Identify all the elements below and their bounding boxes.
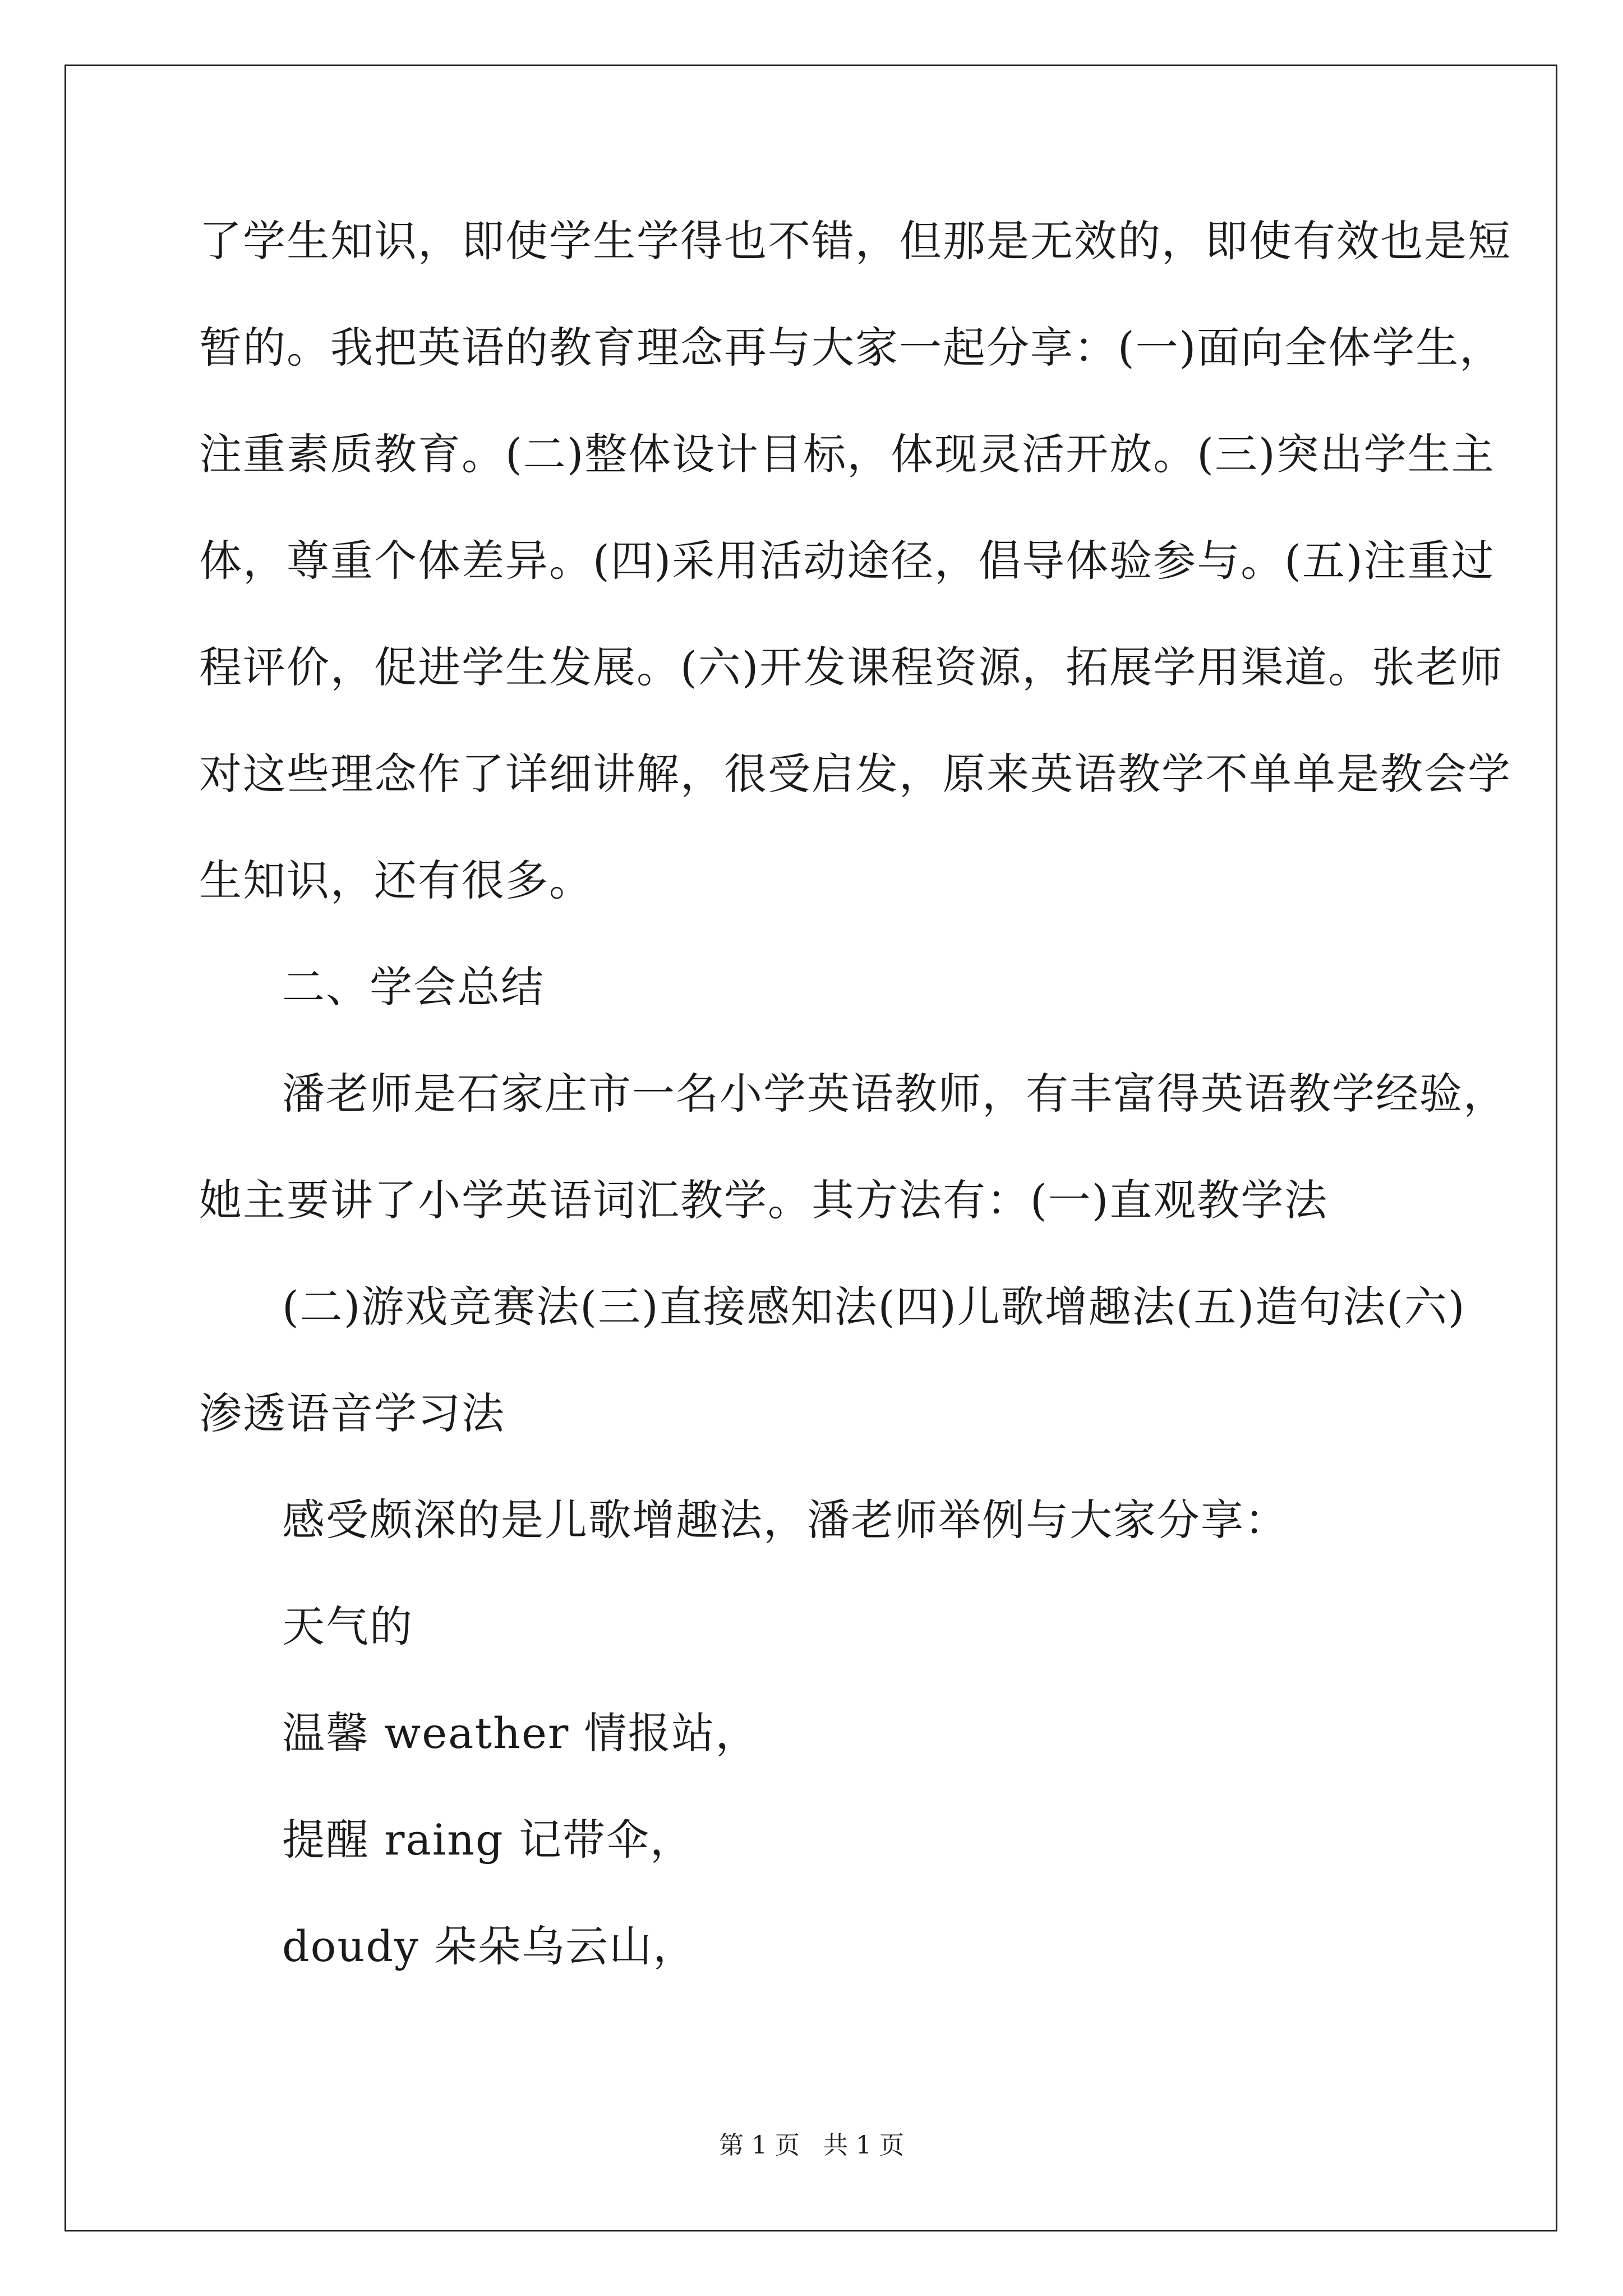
text-line: 程评价，促进学生发展。(六)开发课程资源，拓展学用渠道。张老师 (199, 642, 1504, 692)
text-line: 暂的。我把英语的教育理念再与大家一起分享：(一)面向全体学生， (199, 323, 1504, 372)
text-line: 体，尊重个体差异。(四)采用活动途径，倡导体验参与。(五)注重过 (199, 536, 1495, 586)
section-heading: 二、学会总结 (282, 962, 545, 1012)
poem-line: 提醒 raing 记带伞， (282, 1815, 694, 1865)
poem-line: 温馨 weather 情报站， (282, 1708, 759, 1758)
poem-line: doudy 朵朵乌云山， (282, 1921, 697, 1971)
text-line: 潘老师是石家庄市一名小学英语教师，有丰富得英语教学经验， (282, 1069, 1507, 1119)
text-line: 注重素质教育。(二)整体设计目标，体现灵活开放。(三)突出学生主 (199, 429, 1495, 479)
text-line: 感受颇深的是儿歌增趣法，潘老师举例与大家分享： (282, 1495, 1288, 1545)
text-line: 生知识，还有很多。 (199, 855, 593, 905)
poem-line: 天气的 (282, 1602, 413, 1651)
page-number-footer: 第 1 页 共 1 页 (719, 2131, 904, 2160)
text-line: 了学生知识，即使学生学得也不错，但那是无效的，即使有效也是短 (199, 216, 1511, 266)
text-line: 她主要讲了小学英语词汇教学。其方法有：(一)直观教学法 (199, 1175, 1329, 1225)
text-line: 渗透语音学习法 (199, 1388, 505, 1438)
text-line: 对这些理念作了详细讲解，很受启发，原来英语教学不单单是教会学 (199, 749, 1511, 799)
text-line: (二)游戏竞赛法(三)直接感知法(四)儿歌增趣法(五)造句法(六) (282, 1282, 1466, 1332)
page-border (64, 65, 1557, 2231)
